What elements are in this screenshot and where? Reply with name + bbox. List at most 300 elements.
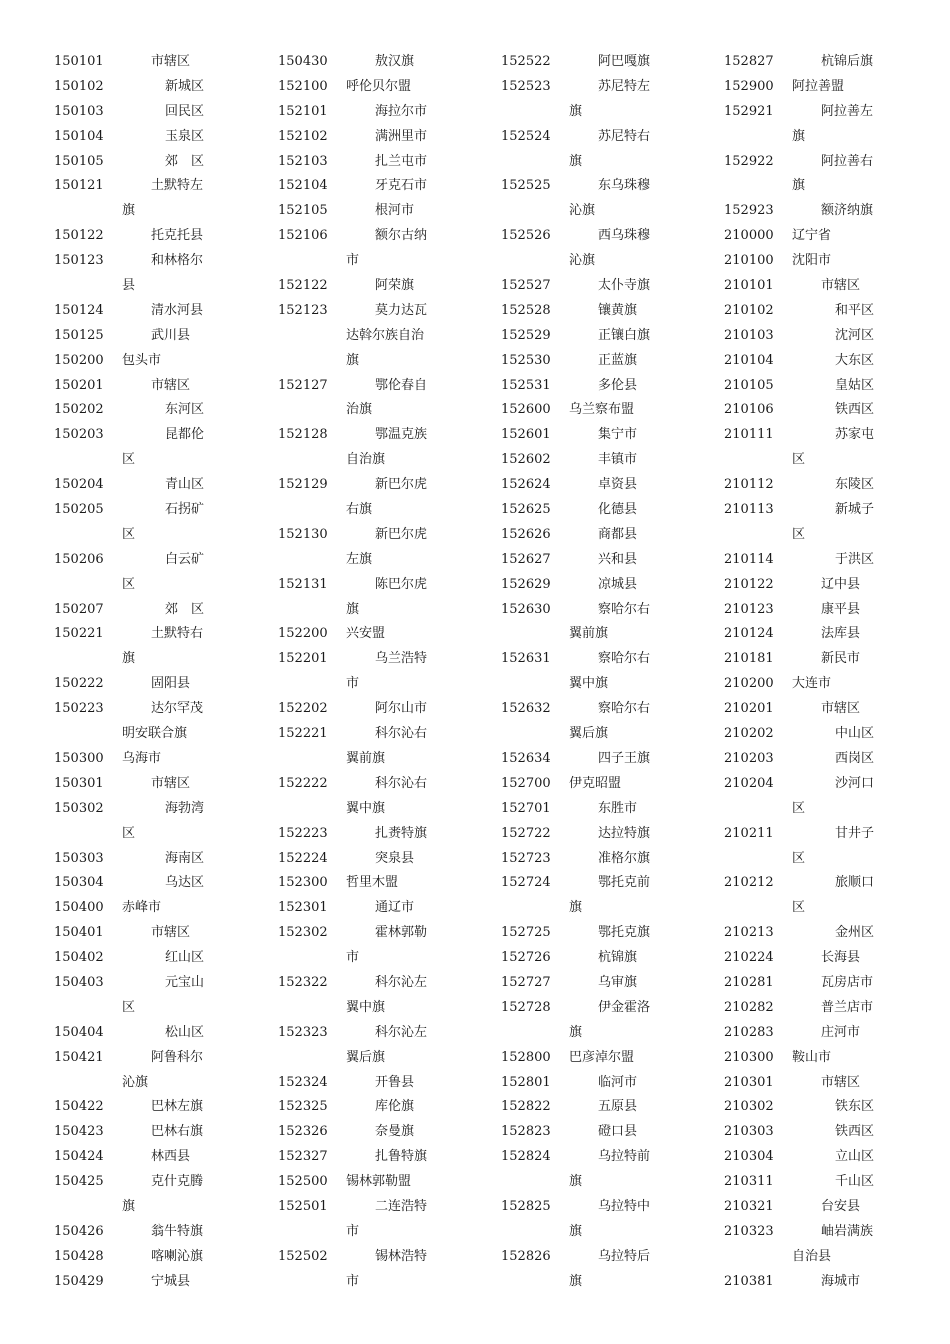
code-row <box>278 1245 503 1270</box>
region-name: 太仆寺旗 <box>598 278 651 294</box>
region-name: 乌审旗 <box>598 974 638 990</box>
region-name: 化德县 <box>598 502 638 518</box>
region-name: 岫岩满族 <box>821 1223 874 1239</box>
code-row <box>724 797 949 822</box>
region-code: 152625 <box>501 502 551 518</box>
region-name: 乌兰察布盟 <box>569 402 635 418</box>
code-row <box>501 1220 726 1245</box>
region-name: 准格尔旗 <box>598 850 651 866</box>
code-row <box>501 75 726 100</box>
region-code: 150125 <box>54 327 104 343</box>
region-name: 康平县 <box>821 601 861 617</box>
region-name: 阿尔山市 <box>375 701 428 717</box>
region-name: 牙克石市 <box>375 178 428 194</box>
region-code: 152801 <box>501 1074 551 1090</box>
code-row <box>278 199 503 224</box>
region-name-continuation: 旗 <box>122 651 136 667</box>
region-code: 152100 <box>278 78 328 94</box>
code-row <box>501 1245 726 1270</box>
region-name: 市辖区 <box>151 54 191 69</box>
region-name: 满洲里市 <box>375 128 428 144</box>
region-code: 150302 <box>54 800 104 816</box>
code-row <box>724 647 949 672</box>
code-row <box>278 971 503 996</box>
code-row <box>278 946 503 971</box>
region-code: 210204 <box>724 775 774 791</box>
code-row <box>54 274 279 299</box>
region-code: 152822 <box>501 1099 551 1115</box>
code-row <box>724 224 949 249</box>
region-name: 乌拉特前 <box>598 1149 651 1165</box>
code-row <box>54 1270 279 1295</box>
region-name: 沈河区 <box>835 327 875 343</box>
region-name: 丰镇市 <box>598 452 638 468</box>
code-row <box>501 249 726 274</box>
region-code: 152128 <box>278 427 328 443</box>
region-code: 150200 <box>54 352 104 368</box>
region-name: 乌海市 <box>122 750 162 766</box>
region-name: 扎赉特旗 <box>375 825 428 841</box>
region-name: 哲里木盟 <box>346 875 399 891</box>
code-row <box>724 1195 949 1220</box>
code-row <box>278 772 503 797</box>
code-row <box>54 747 279 772</box>
region-name-continuation: 区 <box>122 999 136 1015</box>
region-name: 郊 区 <box>165 153 205 169</box>
region-code: 150124 <box>54 302 104 318</box>
region-name: 大东区 <box>835 352 875 368</box>
code-row <box>54 772 279 797</box>
code-row <box>278 598 503 623</box>
code-row <box>278 1021 503 1046</box>
code-row <box>54 324 279 349</box>
code-row <box>278 1071 503 1096</box>
region-code: 210103 <box>724 327 774 343</box>
region-name: 托克托县 <box>151 228 204 244</box>
code-row <box>278 249 503 274</box>
region-code: 150423 <box>54 1124 104 1140</box>
region-code: 152800 <box>501 1049 551 1065</box>
code-row <box>501 1120 726 1145</box>
region-name-continuation: 旗 <box>569 153 583 169</box>
region-name: 和平区 <box>835 302 875 318</box>
code-row <box>501 1145 726 1170</box>
code-row <box>54 672 279 697</box>
region-name: 新民市 <box>821 651 861 667</box>
code-row <box>278 1220 503 1245</box>
code-row <box>278 150 503 175</box>
code-row <box>278 1195 503 1220</box>
code-row <box>501 1046 726 1071</box>
region-code: 152129 <box>278 477 328 493</box>
region-code: 210124 <box>724 626 774 642</box>
code-row <box>501 174 726 199</box>
region-name: 海城市 <box>821 1273 861 1289</box>
region-name: 普兰店市 <box>821 999 874 1015</box>
region-name-continuation: 旗 <box>122 203 136 219</box>
code-row <box>501 398 726 423</box>
region-code: 150204 <box>54 477 104 493</box>
region-name: 五原县 <box>598 1099 638 1115</box>
code-row <box>724 996 949 1021</box>
code-row <box>501 1095 726 1120</box>
code-row <box>501 374 726 399</box>
region-name: 察哈尔右 <box>598 701 651 717</box>
region-code: 152325 <box>278 1099 328 1115</box>
region-code: 152700 <box>501 775 551 791</box>
region-name: 沈阳市 <box>792 253 832 269</box>
region-name: 乌拉特中 <box>598 1198 651 1214</box>
region-code: 152632 <box>501 701 551 717</box>
region-name: 市辖区 <box>821 1074 861 1090</box>
region-name: 市辖区 <box>821 278 861 294</box>
code-row <box>54 573 279 598</box>
region-code: 152626 <box>501 526 551 542</box>
region-code: 152327 <box>278 1149 328 1165</box>
region-name-continuation: 右旗 <box>346 502 373 518</box>
region-code: 152724 <box>501 875 551 891</box>
code-row <box>501 448 726 473</box>
region-name: 阿拉善盟 <box>792 78 845 94</box>
code-row <box>278 1170 503 1195</box>
code-row <box>724 697 949 722</box>
region-code: 150122 <box>54 228 104 244</box>
region-name: 通辽市 <box>375 900 415 916</box>
region-code: 152130 <box>278 526 328 542</box>
region-name: 大连市 <box>792 676 832 692</box>
region-name: 陈巴尔虎 <box>375 576 428 592</box>
region-code: 152131 <box>278 576 328 592</box>
region-code: 152322 <box>278 974 328 990</box>
region-code: 150429 <box>54 1273 104 1289</box>
region-name: 突泉县 <box>375 850 415 866</box>
region-code: 150430 <box>278 54 328 69</box>
code-row <box>724 1270 949 1295</box>
region-name: 卓资县 <box>598 477 638 493</box>
code-row <box>501 423 726 448</box>
region-code: 152326 <box>278 1124 328 1140</box>
region-code: 152525 <box>501 178 551 194</box>
code-row <box>501 1071 726 1096</box>
region-name: 阿鲁科尔 <box>151 1049 204 1065</box>
region-name: 新城区 <box>165 78 205 94</box>
region-name: 市辖区 <box>151 377 191 393</box>
code-row <box>278 1046 503 1071</box>
code-row <box>724 1120 949 1145</box>
code-row <box>501 125 726 150</box>
code-row <box>501 324 726 349</box>
code-row <box>724 498 949 523</box>
region-code: 150303 <box>54 850 104 866</box>
region-code: 152127 <box>278 377 328 393</box>
region-name: 清水河县 <box>151 302 204 318</box>
region-code: 210100 <box>724 253 774 269</box>
region-code: 152201 <box>278 651 328 667</box>
region-name-continuation: 市 <box>346 1223 360 1239</box>
region-code: 152528 <box>501 302 551 318</box>
region-code: 150223 <box>54 701 104 717</box>
region-name: 立山区 <box>835 1149 875 1165</box>
region-name: 喀喇沁旗 <box>151 1248 204 1264</box>
region-code: 150424 <box>54 1149 104 1165</box>
region-name-continuation: 翼前旗 <box>569 626 609 642</box>
region-code: 210122 <box>724 576 774 592</box>
region-code: 150428 <box>54 1248 104 1264</box>
code-row <box>724 100 949 125</box>
region-name-continuation: 旗 <box>346 601 360 617</box>
region-code: 210203 <box>724 750 774 766</box>
code-row <box>501 498 726 523</box>
code-row <box>54 871 279 896</box>
region-code: 152900 <box>724 78 774 94</box>
region-code: 152224 <box>278 850 328 866</box>
code-column-3 <box>501 50 726 1295</box>
code-row <box>278 274 503 299</box>
code-row <box>501 50 726 75</box>
region-name: 庄河市 <box>821 1024 861 1040</box>
code-row <box>54 1195 279 1220</box>
region-code: 150103 <box>54 103 104 119</box>
region-name: 甘井子 <box>835 825 875 841</box>
code-row <box>54 1220 279 1245</box>
code-row <box>278 672 503 697</box>
code-row <box>278 50 503 75</box>
code-row <box>724 622 949 647</box>
region-code: 210302 <box>724 1099 774 1115</box>
code-row <box>724 871 949 896</box>
region-name: 白云矿 <box>165 551 205 567</box>
region-code: 152726 <box>501 950 551 966</box>
code-row <box>724 523 949 548</box>
code-row <box>724 1145 949 1170</box>
region-code: 152701 <box>501 800 551 816</box>
region-name: 东胜市 <box>598 800 638 816</box>
region-name: 阿拉善右 <box>821 153 874 169</box>
region-name: 根河市 <box>375 203 415 219</box>
region-name: 包头市 <box>122 352 162 368</box>
region-code: 152502 <box>278 1248 328 1264</box>
region-code: 150201 <box>54 377 104 393</box>
region-name: 土默特右 <box>151 626 204 642</box>
code-row <box>724 349 949 374</box>
region-name-continuation: 区 <box>792 452 806 468</box>
code-row <box>724 747 949 772</box>
region-name: 昆都伦 <box>165 427 205 443</box>
code-row <box>724 896 949 921</box>
region-code: 152823 <box>501 1124 551 1140</box>
code-row <box>501 1170 726 1195</box>
code-row <box>278 1095 503 1120</box>
region-code: 150203 <box>54 427 104 443</box>
code-row <box>501 224 726 249</box>
region-name: 正蓝旗 <box>598 352 638 368</box>
region-name: 石拐矿 <box>165 502 205 518</box>
code-row <box>501 622 726 647</box>
region-name: 玉泉区 <box>165 128 205 144</box>
code-row <box>278 523 503 548</box>
code-row <box>501 871 726 896</box>
code-row <box>278 722 503 747</box>
region-name: 锡林郭勒盟 <box>346 1174 412 1190</box>
region-name-continuation: 旗 <box>569 1174 583 1190</box>
region-code: 210112 <box>724 477 774 493</box>
region-name-continuation: 市 <box>346 676 360 692</box>
code-row <box>54 946 279 971</box>
code-row <box>501 772 726 797</box>
region-code: 150205 <box>54 502 104 518</box>
region-name: 海勃湾 <box>165 800 205 816</box>
region-name: 阿巴嘎旗 <box>598 54 651 69</box>
region-name: 金州区 <box>835 925 875 941</box>
region-code: 150300 <box>54 750 104 766</box>
region-code: 210281 <box>724 974 774 990</box>
region-code: 152123 <box>278 302 328 318</box>
code-row <box>54 150 279 175</box>
code-row <box>54 598 279 623</box>
region-name: 察哈尔右 <box>598 651 651 667</box>
code-row <box>501 573 726 598</box>
region-name: 市辖区 <box>151 925 191 941</box>
code-row <box>54 921 279 946</box>
region-code: 210105 <box>724 377 774 393</box>
region-name-continuation: 沁旗 <box>569 253 596 269</box>
region-code: 210111 <box>724 427 774 443</box>
region-name: 兴和县 <box>598 551 638 567</box>
code-row <box>54 1071 279 1096</box>
code-row <box>278 224 503 249</box>
region-name: 东河区 <box>165 402 205 418</box>
region-name: 固阳县 <box>151 676 191 692</box>
region-name: 锡林浩特 <box>375 1248 428 1264</box>
code-column-1 <box>54 50 279 1295</box>
region-name: 多伦县 <box>598 377 638 393</box>
region-code: 152527 <box>501 278 551 294</box>
region-name: 市辖区 <box>821 701 861 717</box>
code-row <box>54 822 279 847</box>
code-row <box>278 647 503 672</box>
code-row <box>54 125 279 150</box>
code-row <box>278 324 503 349</box>
code-row <box>501 946 726 971</box>
region-name-continuation: 明安联合旗 <box>122 726 188 742</box>
code-row <box>278 896 503 921</box>
code-row <box>501 747 726 772</box>
region-name: 红山区 <box>165 950 205 966</box>
region-code: 210283 <box>724 1024 774 1040</box>
region-name: 土默特左 <box>151 178 204 194</box>
region-name: 乌拉特后 <box>598 1248 651 1264</box>
code-row <box>724 199 949 224</box>
region-name: 奈曼旗 <box>375 1124 415 1140</box>
region-name: 扎兰屯市 <box>375 153 428 169</box>
code-row <box>501 523 726 548</box>
code-row <box>54 249 279 274</box>
code-column-2 <box>278 50 503 1295</box>
code-row <box>278 473 503 498</box>
region-code: 152101 <box>278 103 328 119</box>
region-code: 150402 <box>54 950 104 966</box>
region-name: 伊克昭盟 <box>569 775 622 791</box>
region-code: 152624 <box>501 477 551 493</box>
region-name: 铁西区 <box>835 1124 875 1140</box>
code-row <box>54 1120 279 1145</box>
region-name: 临河市 <box>598 1074 638 1090</box>
region-name-continuation: 区 <box>792 526 806 542</box>
region-code: 210211 <box>724 825 774 841</box>
region-name: 莫力达瓦 <box>375 302 428 318</box>
code-row <box>501 1021 726 1046</box>
code-row <box>278 448 503 473</box>
region-name: 元宝山 <box>165 974 205 990</box>
region-name-continuation: 旗 <box>569 1223 583 1239</box>
code-row <box>724 946 949 971</box>
code-row <box>724 125 949 150</box>
region-code: 210200 <box>724 676 774 692</box>
code-row <box>54 224 279 249</box>
region-code: 152602 <box>501 452 551 468</box>
region-code: 152727 <box>501 974 551 990</box>
region-code: 210181 <box>724 651 774 667</box>
region-name: 苏尼特左 <box>598 78 651 94</box>
code-row <box>278 871 503 896</box>
code-row <box>54 423 279 448</box>
region-name-continuation: 区 <box>122 576 136 592</box>
code-row <box>501 722 726 747</box>
region-code: 210300 <box>724 1049 774 1065</box>
code-row <box>724 324 949 349</box>
code-row <box>278 548 503 573</box>
region-code: 152526 <box>501 228 551 244</box>
region-name: 镶黄旗 <box>598 302 638 318</box>
code-row <box>54 199 279 224</box>
region-name: 科尔沁右 <box>375 726 428 742</box>
region-code: 210113 <box>724 502 774 518</box>
region-name-continuation: 翼后旗 <box>346 1049 386 1065</box>
code-row <box>278 75 503 100</box>
region-name-continuation: 区 <box>122 452 136 468</box>
region-name: 库伦旗 <box>375 1099 415 1115</box>
region-name: 巴彦淖尔盟 <box>569 1049 635 1065</box>
code-row <box>724 1220 949 1245</box>
region-name: 凉城县 <box>598 576 638 592</box>
code-row <box>501 1195 726 1220</box>
region-name-continuation: 旗 <box>569 103 583 119</box>
region-name-continuation: 区 <box>792 800 806 816</box>
region-name-continuation: 区 <box>792 900 806 916</box>
code-row <box>54 75 279 100</box>
region-name: 辽中县 <box>821 576 861 592</box>
code-row <box>501 100 726 125</box>
code-row <box>278 747 503 772</box>
region-code: 210282 <box>724 999 774 1015</box>
region-code: 210213 <box>724 925 774 941</box>
region-name: 四子王旗 <box>598 750 651 766</box>
code-row <box>54 896 279 921</box>
code-column-4 <box>724 50 949 1295</box>
code-row <box>501 996 726 1021</box>
region-code: 152826 <box>501 1248 551 1264</box>
code-row <box>724 75 949 100</box>
region-code: 152629 <box>501 576 551 592</box>
region-code: 152634 <box>501 750 551 766</box>
code-row <box>278 797 503 822</box>
region-code: 210303 <box>724 1124 774 1140</box>
region-code: 152522 <box>501 54 551 69</box>
code-row <box>501 647 726 672</box>
region-code: 152202 <box>278 701 328 717</box>
region-code: 150422 <box>54 1099 104 1115</box>
code-row <box>54 374 279 399</box>
